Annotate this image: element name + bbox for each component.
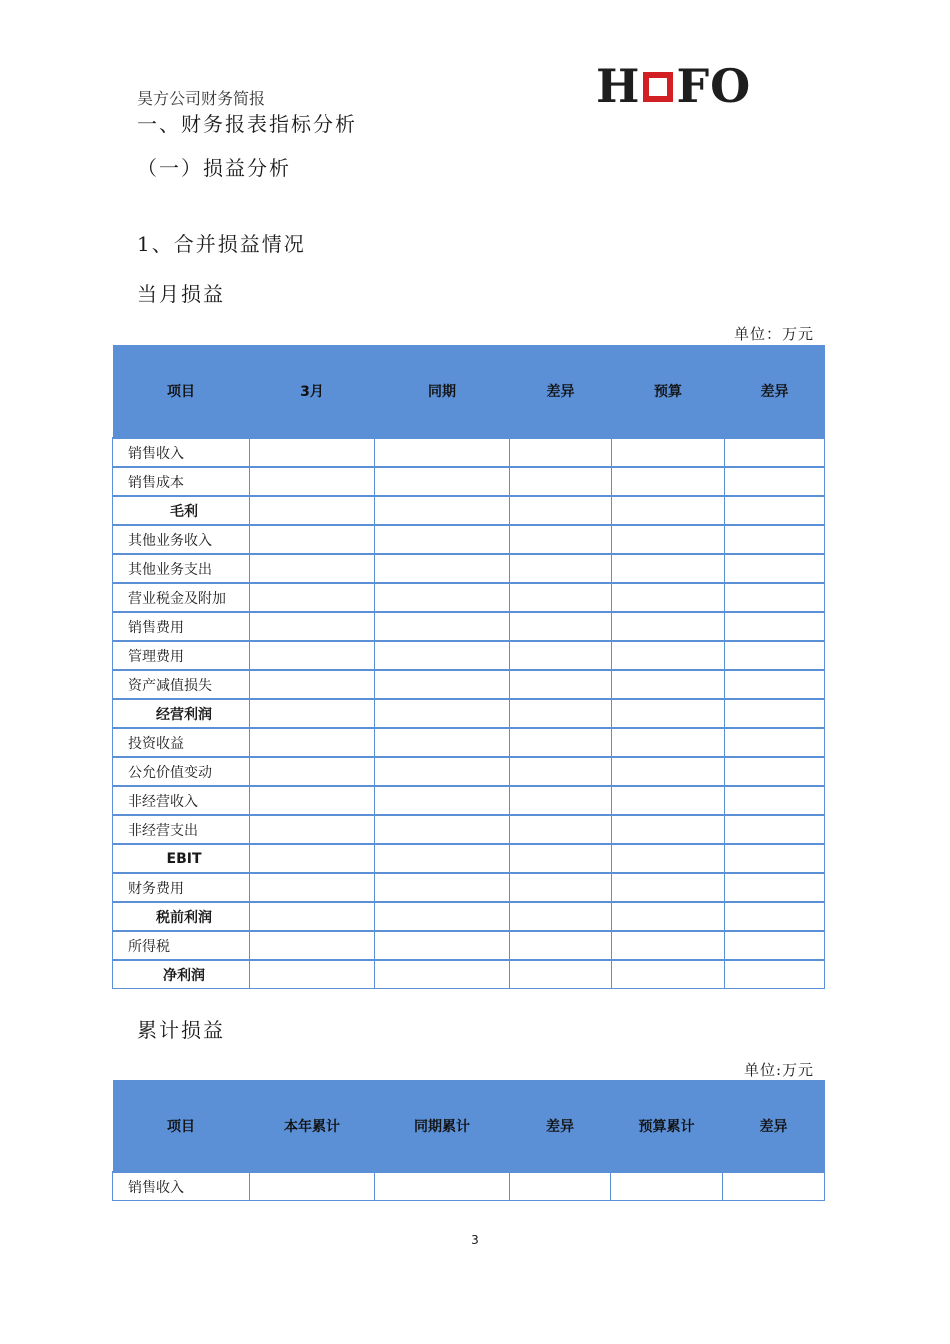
value-cell[interactable] bbox=[250, 525, 375, 554]
value-cell[interactable] bbox=[250, 757, 375, 786]
page-number: 3 bbox=[471, 1233, 479, 1247]
hofo-logo bbox=[596, 59, 766, 113]
value-cell[interactable] bbox=[250, 873, 375, 902]
value-cell[interactable] bbox=[250, 931, 375, 960]
value-cell[interactable] bbox=[510, 1172, 611, 1201]
value-cell[interactable] bbox=[725, 960, 825, 989]
value-cell[interactable] bbox=[725, 873, 825, 902]
table-row bbox=[113, 670, 825, 699]
row-label: 财务费用 bbox=[113, 873, 250, 902]
cumulative-profit-table bbox=[112, 1080, 825, 1201]
value-cell[interactable] bbox=[250, 496, 375, 525]
value-cell[interactable] bbox=[612, 757, 725, 786]
value-cell[interactable] bbox=[510, 931, 612, 960]
table-row bbox=[113, 815, 825, 844]
column-header: 同期 bbox=[375, 345, 510, 438]
value-cell[interactable] bbox=[510, 438, 612, 467]
row-label: 销售费用 bbox=[113, 612, 250, 641]
value-cell[interactable] bbox=[612, 902, 725, 931]
column-header: 差异 bbox=[510, 345, 612, 438]
table-row bbox=[113, 612, 825, 641]
value-cell[interactable] bbox=[612, 612, 725, 641]
value-cell[interactable] bbox=[250, 612, 375, 641]
row-label: EBIT bbox=[113, 844, 250, 873]
value-cell[interactable] bbox=[725, 699, 825, 728]
value-cell[interactable] bbox=[510, 554, 612, 583]
row-label: 销售收入 bbox=[113, 1172, 250, 1201]
table-row bbox=[113, 438, 825, 467]
value-cell[interactable] bbox=[725, 525, 825, 554]
value-cell[interactable] bbox=[510, 815, 612, 844]
company-report-title: 昊方公司财务简报 bbox=[137, 89, 266, 108]
section-heading: 一、财务报表指标分析 bbox=[137, 112, 357, 136]
value-cell[interactable] bbox=[250, 960, 375, 989]
value-cell[interactable] bbox=[612, 641, 725, 670]
value-cell[interactable] bbox=[612, 786, 725, 815]
value-cell[interactable] bbox=[612, 554, 725, 583]
row-label: 管理费用 bbox=[113, 641, 250, 670]
value-cell[interactable] bbox=[250, 902, 375, 931]
value-cell[interactable] bbox=[375, 641, 510, 670]
table-row bbox=[113, 699, 825, 728]
value-cell[interactable] bbox=[510, 583, 612, 612]
value-cell[interactable] bbox=[612, 844, 725, 873]
table-row bbox=[113, 496, 825, 525]
value-cell[interactable] bbox=[725, 641, 825, 670]
value-cell[interactable] bbox=[510, 670, 612, 699]
value-cell[interactable] bbox=[510, 467, 612, 496]
value-cell[interactable] bbox=[375, 612, 510, 641]
table-row bbox=[113, 728, 825, 757]
row-label: 销售收入 bbox=[113, 438, 250, 467]
table-row bbox=[113, 931, 825, 960]
value-cell[interactable] bbox=[375, 554, 510, 583]
value-cell[interactable] bbox=[250, 554, 375, 583]
table-header-row bbox=[113, 345, 825, 438]
column-header: 差异 bbox=[510, 1080, 611, 1172]
cumulative-heading: 累计损益 bbox=[137, 1018, 225, 1042]
value-cell[interactable] bbox=[725, 670, 825, 699]
value-cell[interactable] bbox=[250, 583, 375, 612]
value-cell[interactable] bbox=[250, 844, 375, 873]
table-row bbox=[113, 844, 825, 873]
value-cell[interactable] bbox=[250, 699, 375, 728]
value-cell[interactable] bbox=[375, 931, 510, 960]
value-cell[interactable] bbox=[612, 670, 725, 699]
value-cell[interactable] bbox=[375, 873, 510, 902]
value-cell[interactable] bbox=[723, 1172, 825, 1201]
value-cell[interactable] bbox=[725, 554, 825, 583]
table-row bbox=[113, 786, 825, 815]
value-cell[interactable] bbox=[725, 728, 825, 757]
value-cell[interactable] bbox=[725, 496, 825, 525]
table-row bbox=[113, 902, 825, 931]
value-cell[interactable] bbox=[375, 583, 510, 612]
value-cell[interactable] bbox=[510, 757, 612, 786]
logo-square-icon bbox=[643, 72, 673, 102]
value-cell[interactable] bbox=[612, 960, 725, 989]
row-label: 公允价值变动 bbox=[113, 757, 250, 786]
row-label: 非经营收入 bbox=[113, 786, 250, 815]
column-header: 预算累计 bbox=[611, 1080, 723, 1172]
value-cell[interactable] bbox=[510, 873, 612, 902]
value-cell[interactable] bbox=[510, 960, 612, 989]
value-cell[interactable] bbox=[612, 467, 725, 496]
column-header: 项目 bbox=[113, 1080, 250, 1172]
row-label: 其他业务支出 bbox=[113, 554, 250, 583]
row-label: 营业税金及附加 bbox=[113, 583, 250, 612]
monthly-heading: 当月损益 bbox=[137, 282, 225, 306]
column-header: 差异 bbox=[725, 345, 825, 438]
value-cell[interactable] bbox=[725, 612, 825, 641]
value-cell[interactable] bbox=[250, 670, 375, 699]
value-cell[interactable] bbox=[510, 496, 612, 525]
value-cell[interactable] bbox=[375, 844, 510, 873]
row-label: 投资收益 bbox=[113, 728, 250, 757]
row-label: 毛利 bbox=[113, 496, 250, 525]
value-cell[interactable] bbox=[375, 467, 510, 496]
column-header: 本年累计 bbox=[250, 1080, 375, 1172]
value-cell[interactable] bbox=[612, 873, 725, 902]
value-cell[interactable] bbox=[612, 583, 725, 612]
value-cell[interactable] bbox=[725, 757, 825, 786]
value-cell[interactable] bbox=[250, 641, 375, 670]
value-cell[interactable] bbox=[250, 786, 375, 815]
item-heading: 1、合并损益情况 bbox=[137, 232, 306, 256]
logo-letters-fo: FO bbox=[676, 59, 752, 113]
value-cell[interactable] bbox=[250, 467, 375, 496]
value-cell[interactable] bbox=[510, 525, 612, 554]
value-cell[interactable] bbox=[725, 583, 825, 612]
value-cell[interactable] bbox=[725, 438, 825, 467]
value-cell[interactable] bbox=[250, 728, 375, 757]
value-cell[interactable] bbox=[725, 931, 825, 960]
value-cell[interactable] bbox=[250, 1172, 375, 1201]
table-row bbox=[113, 757, 825, 786]
table-row bbox=[113, 554, 825, 583]
logo-letter-h: H bbox=[596, 59, 641, 113]
row-label: 销售成本 bbox=[113, 467, 250, 496]
row-label: 资产减值损失 bbox=[113, 670, 250, 699]
value-cell[interactable] bbox=[510, 699, 612, 728]
value-cell[interactable] bbox=[375, 496, 510, 525]
value-cell[interactable] bbox=[375, 960, 510, 989]
row-label: 净利润 bbox=[113, 960, 250, 989]
row-label: 经营利润 bbox=[113, 699, 250, 728]
value-cell[interactable] bbox=[250, 438, 375, 467]
column-header: 项目 bbox=[113, 345, 250, 438]
table-row bbox=[113, 583, 825, 612]
value-cell[interactable] bbox=[375, 757, 510, 786]
value-cell[interactable] bbox=[250, 815, 375, 844]
value-cell[interactable] bbox=[612, 699, 725, 728]
subsection-heading: （一）损益分析 bbox=[137, 156, 291, 180]
value-cell[interactable] bbox=[375, 438, 510, 467]
monthly-profit-table bbox=[112, 345, 825, 989]
monthly-unit-label: 单位：万元 bbox=[733, 325, 814, 343]
value-cell[interactable] bbox=[510, 902, 612, 931]
row-label: 非经营支出 bbox=[113, 815, 250, 844]
value-cell[interactable] bbox=[611, 1172, 723, 1201]
table-row bbox=[113, 641, 825, 670]
value-cell[interactable] bbox=[725, 844, 825, 873]
cumulative-unit-label: 单位:万元 bbox=[743, 1061, 814, 1079]
value-cell[interactable] bbox=[612, 815, 725, 844]
table-row bbox=[113, 960, 825, 989]
row-label: 税前利润 bbox=[113, 902, 250, 931]
table-row bbox=[113, 467, 825, 496]
value-cell[interactable] bbox=[510, 612, 612, 641]
value-cell[interactable] bbox=[725, 467, 825, 496]
value-cell[interactable] bbox=[375, 670, 510, 699]
value-cell[interactable] bbox=[612, 931, 725, 960]
table-row bbox=[113, 873, 825, 902]
row-label: 其他业务收入 bbox=[113, 525, 250, 554]
value-cell[interactable] bbox=[510, 844, 612, 873]
value-cell[interactable] bbox=[612, 525, 725, 554]
table-row bbox=[113, 525, 825, 554]
column-header: 3月 bbox=[250, 345, 375, 438]
value-cell[interactable] bbox=[725, 786, 825, 815]
value-cell[interactable] bbox=[375, 525, 510, 554]
value-cell[interactable] bbox=[510, 728, 612, 757]
column-header: 预算 bbox=[612, 345, 725, 438]
value-cell[interactable] bbox=[612, 496, 725, 525]
column-header: 差异 bbox=[723, 1080, 825, 1172]
value-cell[interactable] bbox=[725, 902, 825, 931]
row-label: 所得税 bbox=[113, 931, 250, 960]
value-cell[interactable] bbox=[375, 1172, 510, 1201]
value-cell[interactable] bbox=[375, 902, 510, 931]
value-cell[interactable] bbox=[375, 699, 510, 728]
value-cell[interactable] bbox=[612, 728, 725, 757]
column-header: 同期累计 bbox=[375, 1080, 510, 1172]
value-cell[interactable] bbox=[375, 728, 510, 757]
table-header-row bbox=[113, 1080, 825, 1172]
value-cell[interactable] bbox=[375, 786, 510, 815]
value-cell[interactable] bbox=[510, 641, 612, 670]
value-cell[interactable] bbox=[725, 815, 825, 844]
value-cell[interactable] bbox=[612, 438, 725, 467]
table-row bbox=[113, 1172, 825, 1201]
value-cell[interactable] bbox=[375, 815, 510, 844]
value-cell[interactable] bbox=[510, 786, 612, 815]
